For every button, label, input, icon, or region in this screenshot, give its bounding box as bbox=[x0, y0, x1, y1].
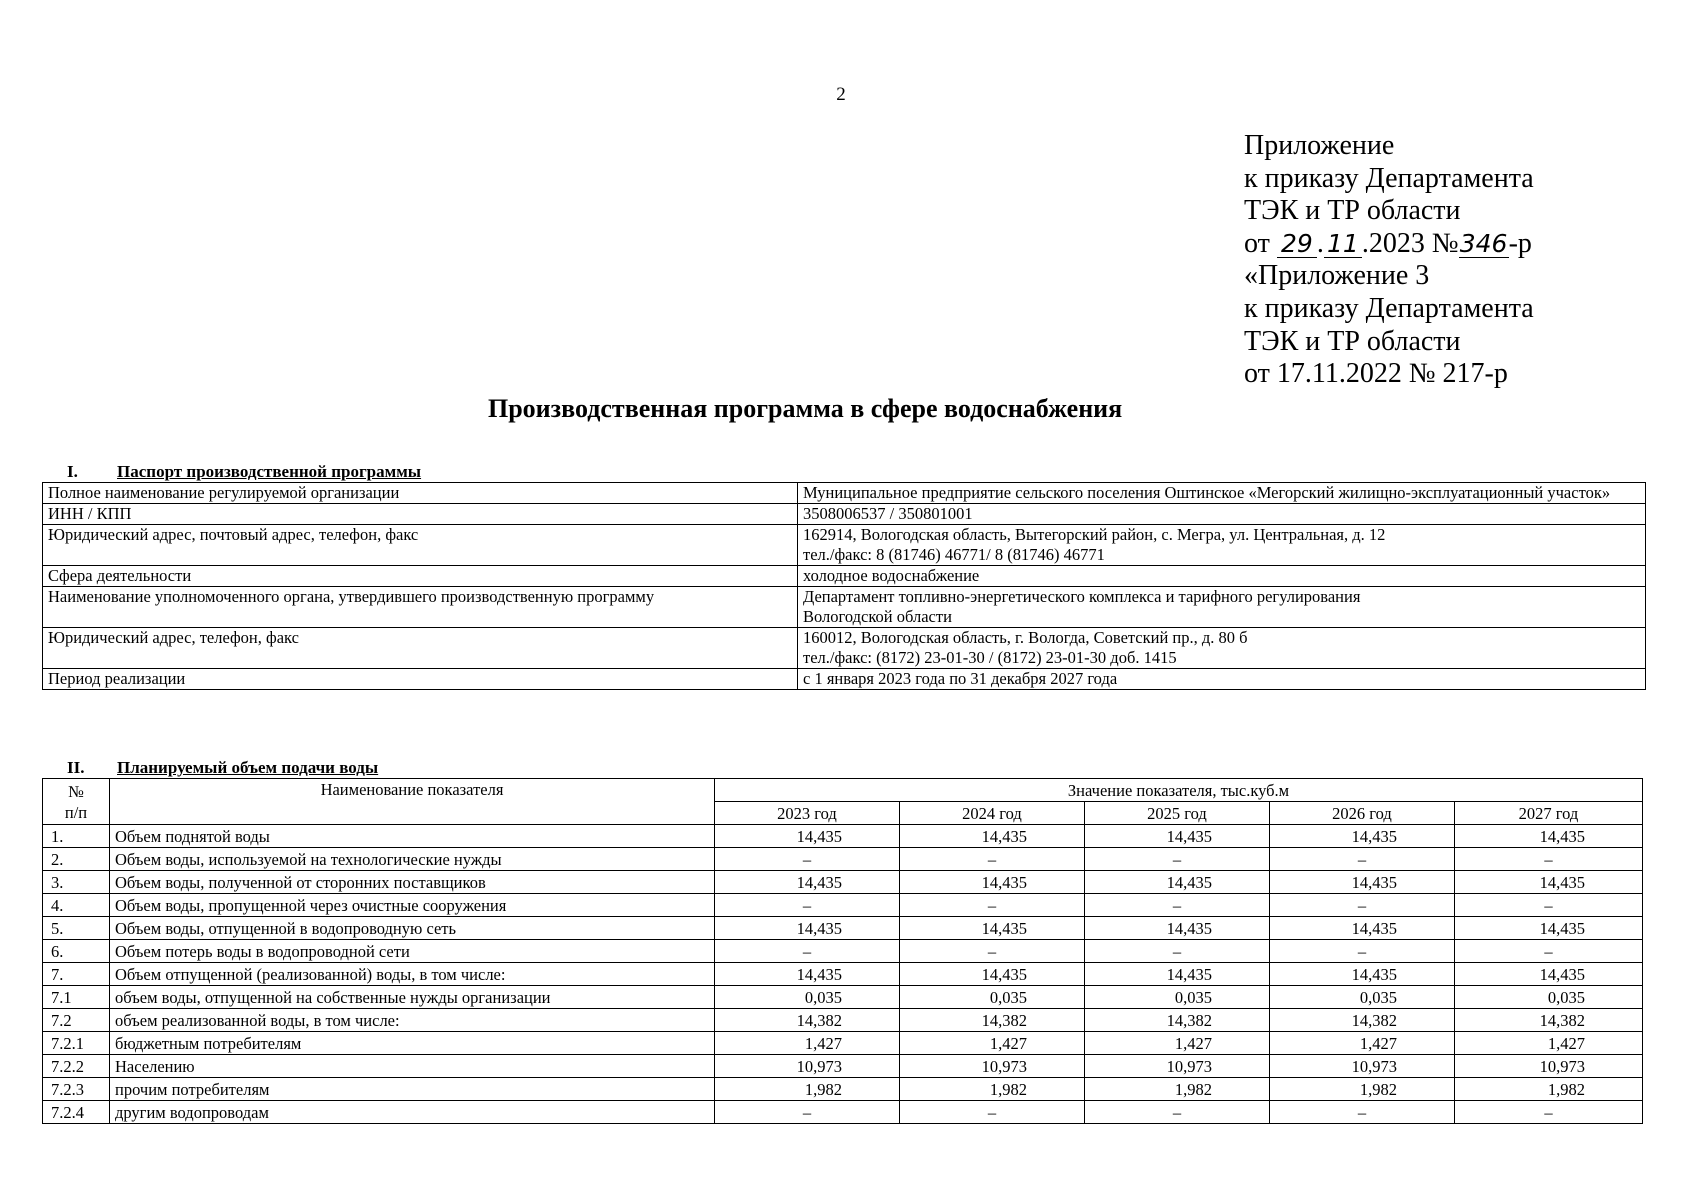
table-row bbox=[43, 1101, 1643, 1124]
row-number: 7.2.3 bbox=[43, 1078, 110, 1101]
passport-value: Департамент топливно-энергетического комплекса и тарифного регулирования bbox=[803, 587, 1361, 606]
passport-row bbox=[43, 566, 1646, 587]
table-row bbox=[43, 917, 1643, 940]
indicator-value: – bbox=[1085, 848, 1270, 871]
table-row bbox=[43, 1055, 1643, 1078]
indicator-value: 14,435 bbox=[715, 963, 900, 986]
table-row bbox=[43, 986, 1643, 1009]
indicator-value: – bbox=[1455, 848, 1643, 871]
indicator-value: 0,035 bbox=[1085, 986, 1270, 1009]
indicator-value: – bbox=[1270, 940, 1455, 963]
indicator-value: – bbox=[715, 894, 900, 917]
passport-value: 160012, Вологодская область, г. Вологда, Советский пр., д. 80 б bbox=[803, 628, 1248, 647]
indicator-value: 0,035 bbox=[900, 986, 1085, 1009]
indicator-value: 1,982 bbox=[1455, 1078, 1643, 1101]
indicator-value: 1,427 bbox=[1455, 1032, 1643, 1055]
indicator-value: 14,435 bbox=[900, 963, 1085, 986]
approval-date-line: от 29 . 11 .2023 №346-р bbox=[1244, 227, 1532, 259]
indicator-value: 1,427 bbox=[715, 1032, 900, 1055]
indicator-value: 14,435 bbox=[1085, 825, 1270, 848]
indicator-name: Населению bbox=[110, 1055, 715, 1078]
indicator-value: 14,435 bbox=[900, 825, 1085, 848]
passport-label: Полное наименование регулируемой организации bbox=[43, 483, 798, 504]
indicator-value: 14,435 bbox=[715, 871, 900, 894]
indicator-value: 10,973 bbox=[1455, 1055, 1643, 1078]
indicator-value: – bbox=[900, 1101, 1085, 1124]
row-number: 5. bbox=[43, 917, 110, 940]
indicator-value: 1,982 bbox=[1270, 1078, 1455, 1101]
section-2-title: Планируемый объем подачи воды bbox=[117, 758, 379, 777]
indicator-value: 14,435 bbox=[900, 917, 1085, 940]
year-header: 2027 год bbox=[1455, 802, 1643, 825]
indicator-value: 14,435 bbox=[715, 917, 900, 940]
year-header: 2024 год bbox=[900, 802, 1085, 825]
table-row bbox=[43, 1032, 1643, 1055]
passport-value-line-2: Вологодской области bbox=[803, 607, 952, 626]
passport-label: Юридический адрес, почтовый адрес, телефон, факс bbox=[43, 525, 798, 566]
indicator-value: – bbox=[1085, 1101, 1270, 1124]
indicator-value: 1,982 bbox=[900, 1078, 1085, 1101]
indicator-value: – bbox=[900, 848, 1085, 871]
document-title: Производственная программа в сфере водоснабжения bbox=[488, 394, 1123, 423]
approval-stamp-block bbox=[1244, 130, 1534, 391]
indicator-name: прочим потребителям bbox=[110, 1078, 715, 1101]
indicator-name: Объем отпущенной (реализованной) воды, в том числе: bbox=[110, 963, 715, 986]
approval-line-1: Приложение bbox=[1244, 130, 1395, 161]
table-row bbox=[43, 825, 1643, 848]
handwritten-month: 11 bbox=[1324, 231, 1362, 258]
passport-value-line-2: тел./факс: 8 (81746) 46771/ 8 (81746) 46771 bbox=[803, 545, 1105, 564]
row-number: 3. bbox=[43, 871, 110, 894]
order-suffix: -р bbox=[1508, 227, 1532, 259]
handwritten-day: 29 bbox=[1277, 231, 1317, 258]
handwritten-order-number: 346 bbox=[1459, 228, 1508, 258]
passport-row bbox=[43, 628, 1646, 669]
row-number: 1. bbox=[43, 825, 110, 848]
passport-value-cell bbox=[798, 587, 1646, 628]
indicator-value: 10,973 bbox=[1270, 1055, 1455, 1078]
table-body bbox=[43, 825, 1643, 1124]
indicator-value: 14,435 bbox=[715, 825, 900, 848]
indicator-value: – bbox=[715, 940, 900, 963]
header-number-line-1: № bbox=[68, 781, 84, 801]
table-row bbox=[43, 871, 1643, 894]
row-number: 7. bbox=[43, 963, 110, 986]
indicator-value: 14,382 bbox=[900, 1009, 1085, 1032]
approval-line-2: к приказу Департамента bbox=[1244, 162, 1534, 194]
passport-value: 162914, Вологодская область, Вытегорский район, с. Мегра, ул. Центральная, д. 12 bbox=[803, 525, 1386, 544]
indicator-value: – bbox=[1085, 940, 1270, 963]
passport-row bbox=[43, 483, 1646, 504]
passport-value: Муниципальное предприятие сельского поселения Оштинское «Мегорский жилищно-эксплуатационный участок» bbox=[798, 483, 1646, 504]
passport-row bbox=[43, 504, 1646, 525]
table-row bbox=[43, 963, 1643, 986]
indicator-value: 14,435 bbox=[1270, 871, 1455, 894]
indicator-value: – bbox=[1455, 894, 1643, 917]
passport-row bbox=[43, 525, 1646, 566]
indicator-value: 0,035 bbox=[715, 986, 900, 1009]
indicator-value: 14,382 bbox=[1270, 1009, 1455, 1032]
indicator-name: Объем поднятой воды bbox=[110, 825, 715, 848]
indicator-value: 14,435 bbox=[1455, 963, 1643, 986]
header-number-line-2: п/п bbox=[64, 802, 88, 822]
passport-row bbox=[43, 587, 1646, 628]
indicator-name: Объем воды, полученной от сторонних поставщиков bbox=[110, 871, 715, 894]
passport-label: Юридический адрес, телефон, факс bbox=[43, 628, 798, 669]
indicator-value: 14,435 bbox=[900, 871, 1085, 894]
table-row bbox=[43, 1078, 1643, 1101]
indicator-value: 1,982 bbox=[715, 1078, 900, 1101]
approval-line-6: к приказу Департамента bbox=[1244, 292, 1534, 324]
indicator-value: 1,427 bbox=[1085, 1032, 1270, 1055]
indicator-value: 14,435 bbox=[1085, 963, 1270, 986]
indicator-value: – bbox=[1270, 1101, 1455, 1124]
date-year: .2023 № bbox=[1361, 227, 1459, 259]
indicator-name: объем воды, отпущенной на собственные нужды организации bbox=[110, 986, 715, 1009]
table-row bbox=[43, 894, 1643, 917]
section-1-title: Паспорт производственной программы bbox=[117, 462, 422, 481]
passport-value: 3508006537 / 350801001 bbox=[798, 504, 1646, 525]
year-header: 2026 год bbox=[1270, 802, 1455, 825]
indicator-value: 0,035 bbox=[1270, 986, 1455, 1009]
header-indicator-value: Значение показателя, тыс.куб.м bbox=[715, 779, 1643, 802]
indicator-name: объем реализованной воды, в том числе: bbox=[110, 1009, 715, 1032]
table-row bbox=[43, 940, 1643, 963]
table-row bbox=[43, 1009, 1643, 1032]
indicator-value: 10,973 bbox=[1085, 1055, 1270, 1078]
indicator-name: Объем воды, используемой на технологические нужды bbox=[110, 848, 715, 871]
row-number: 6. bbox=[43, 940, 110, 963]
indicator-value: 14,435 bbox=[1455, 825, 1643, 848]
indicator-value: 14,382 bbox=[1085, 1009, 1270, 1032]
passport-label: ИНН / КПП bbox=[43, 504, 798, 525]
indicator-value: – bbox=[900, 894, 1085, 917]
passport-value-line-2: тел./факс: (8172) 23-01-30 / (8172) 23-01-30 доб. 1415 bbox=[803, 648, 1177, 667]
passport-value-cell bbox=[798, 525, 1646, 566]
indicator-value: – bbox=[1270, 848, 1455, 871]
row-number: 7.2.2 bbox=[43, 1055, 110, 1078]
indicator-value: 14,435 bbox=[1085, 871, 1270, 894]
year-header: 2023 год bbox=[715, 802, 900, 825]
water-volume-table bbox=[42, 778, 1643, 1124]
indicator-value: 14,435 bbox=[1455, 917, 1643, 940]
passport-label: Период реализации bbox=[43, 669, 798, 690]
indicator-name: Объем потерь воды в водопроводной сети bbox=[110, 940, 715, 963]
section-1-number: I. bbox=[67, 462, 78, 481]
section-1-heading bbox=[67, 462, 421, 482]
indicator-value: 1,982 bbox=[1085, 1078, 1270, 1101]
table-row bbox=[43, 848, 1643, 871]
indicator-name: другим водопроводам bbox=[110, 1101, 715, 1124]
row-number: 7.2.1 bbox=[43, 1032, 110, 1055]
row-number: 4. bbox=[43, 894, 110, 917]
indicator-value: 14,435 bbox=[1085, 917, 1270, 940]
approval-line-7: ТЭК и ТР области bbox=[1244, 325, 1461, 357]
passport-label: Наименование уполномоченного органа, утвердившего производственную программу bbox=[43, 587, 798, 628]
indicator-value: 14,435 bbox=[1270, 917, 1455, 940]
indicator-value: 0,035 bbox=[1455, 986, 1643, 1009]
indicator-value: 1,427 bbox=[900, 1032, 1085, 1055]
approval-line-3: ТЭК и ТР области bbox=[1244, 195, 1461, 227]
indicator-value: 14,435 bbox=[1270, 825, 1455, 848]
row-number: 2. bbox=[43, 848, 110, 871]
approval-line-8: от 17.11.2022 № 217-р bbox=[1244, 358, 1508, 390]
indicator-name: Объем воды, отпущенной в водопроводную сеть bbox=[110, 917, 715, 940]
passport-table bbox=[42, 482, 1646, 690]
indicator-value: – bbox=[1455, 940, 1643, 963]
indicator-value: – bbox=[1455, 1101, 1643, 1124]
indicator-value: 14,435 bbox=[1455, 871, 1643, 894]
indicator-name: бюджетным потребителям bbox=[110, 1032, 715, 1055]
passport-row bbox=[43, 669, 1646, 690]
section-2-heading bbox=[67, 758, 378, 778]
indicator-value: – bbox=[900, 940, 1085, 963]
passport-value: с 1 января 2023 года по 31 декабря 2027 года bbox=[798, 669, 1646, 690]
indicator-value: – bbox=[715, 848, 900, 871]
indicator-value: – bbox=[1270, 894, 1455, 917]
passport-value-cell bbox=[798, 628, 1646, 669]
indicator-value: 14,382 bbox=[715, 1009, 900, 1032]
page-number: 2 bbox=[836, 84, 846, 105]
section-2-number: II. bbox=[67, 758, 85, 777]
row-number: 7.2 bbox=[43, 1009, 110, 1032]
approval-line-5: «Приложение 3 bbox=[1244, 260, 1430, 292]
date-prefix: от bbox=[1244, 227, 1270, 259]
indicator-value: 1,427 bbox=[1270, 1032, 1455, 1055]
indicator-value: 10,973 bbox=[715, 1055, 900, 1078]
row-number: 7.1 bbox=[43, 986, 110, 1009]
passport-label: Сфера деятельности bbox=[43, 566, 798, 587]
row-number: 7.2.4 bbox=[43, 1101, 110, 1124]
indicator-value: – bbox=[715, 1101, 900, 1124]
header-number-column bbox=[43, 779, 110, 825]
indicator-value: 14,382 bbox=[1455, 1009, 1643, 1032]
header-indicator-name: Наименование показателя bbox=[110, 779, 715, 825]
passport-value: холодное водоснабжение bbox=[798, 566, 1646, 587]
table-header-row bbox=[43, 779, 1643, 802]
indicator-value: – bbox=[1085, 894, 1270, 917]
indicator-value: 10,973 bbox=[900, 1055, 1085, 1078]
year-header: 2025 год bbox=[1085, 802, 1270, 825]
indicator-value: 14,435 bbox=[1270, 963, 1455, 986]
indicator-name: Объем воды, пропущенной через очистные сооружения bbox=[110, 894, 715, 917]
